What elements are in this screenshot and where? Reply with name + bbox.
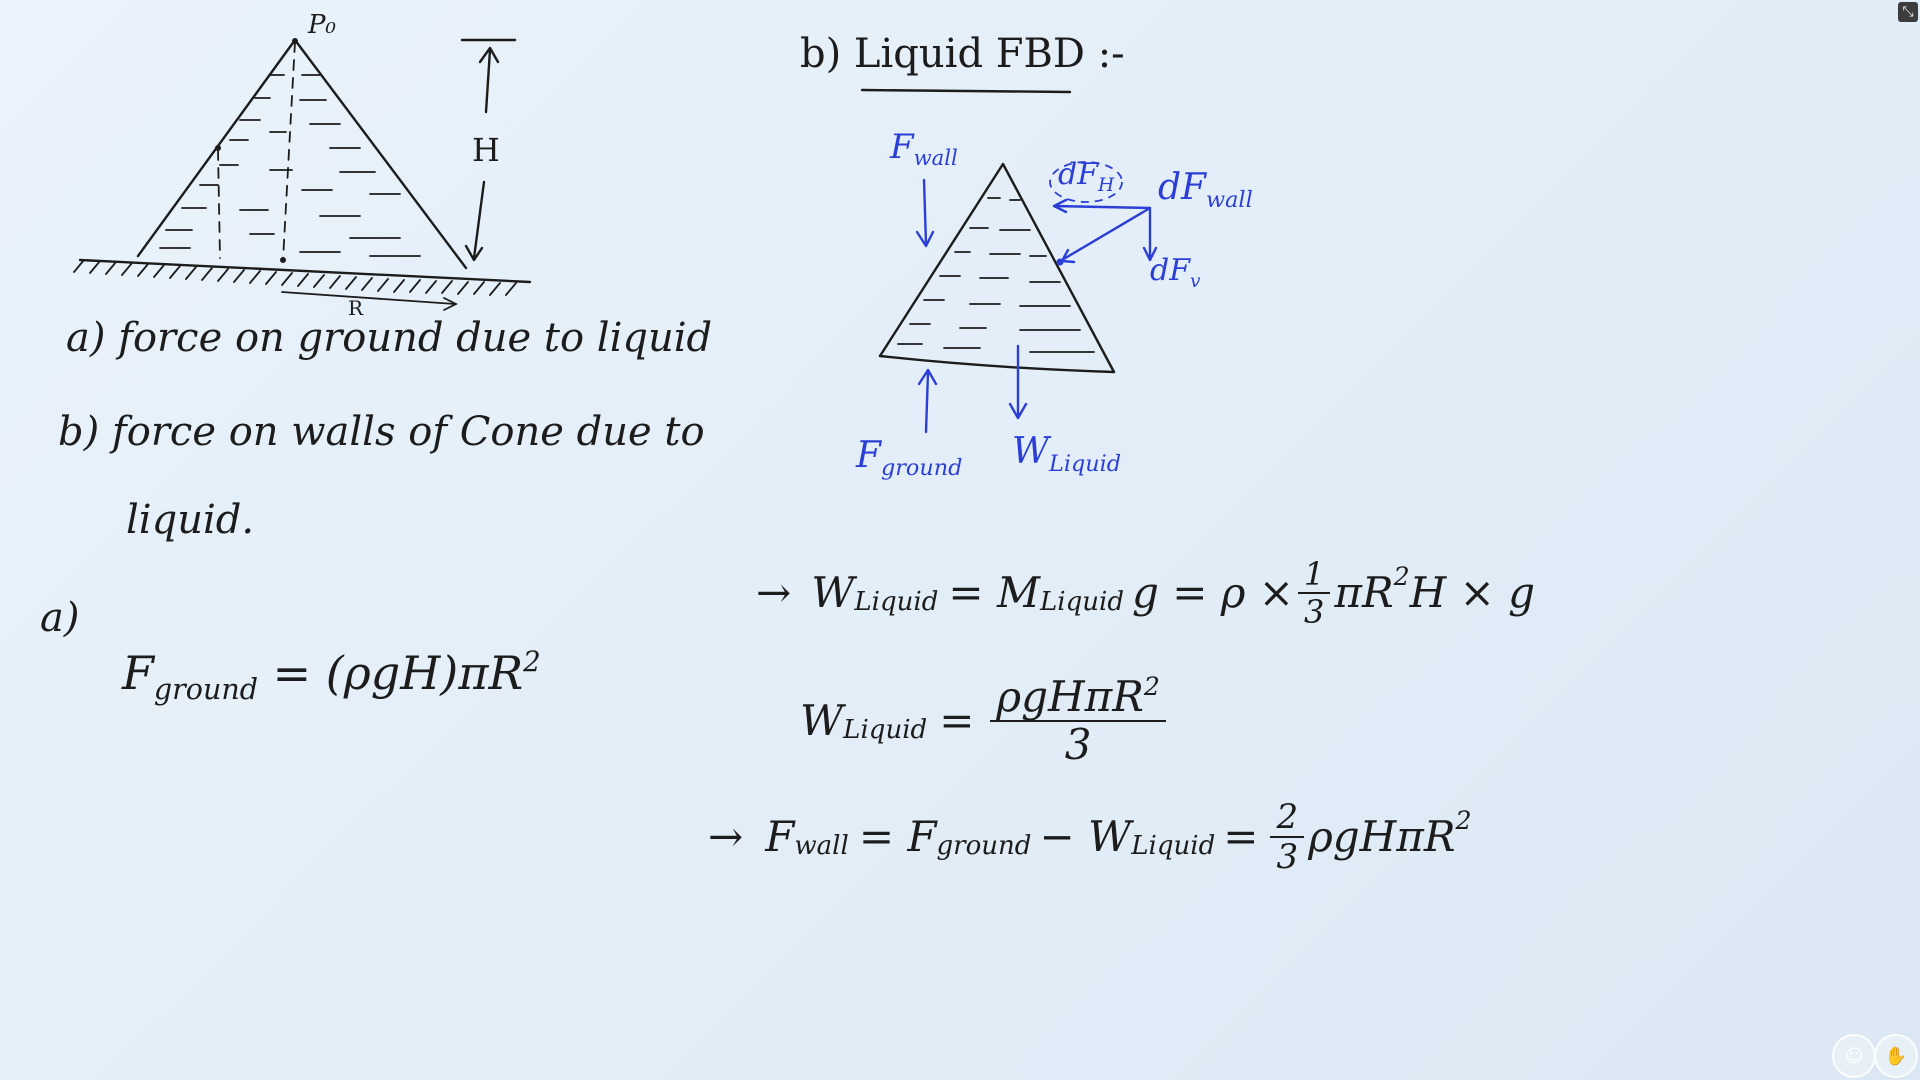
equation-wall-force: [708, 797, 1472, 877]
eq1-mid: = M: [948, 568, 1040, 617]
eq1-frac-den: 3: [1304, 593, 1325, 631]
height-label: H: [472, 131, 500, 169]
equation-weight-liquid: [756, 555, 1536, 631]
eq1-fraction: [1298, 555, 1330, 631]
question-a: a) force on ground due to liquid: [66, 315, 713, 361]
f-wall-symbol: F: [890, 127, 914, 167]
arrow-glyph: →: [708, 812, 744, 861]
fbd-f-ground-label: [856, 435, 963, 481]
eq1-w: W: [811, 568, 855, 617]
eq3-tail: ρgHπR: [1308, 812, 1456, 861]
f-ground-symbol: F: [122, 646, 154, 700]
fbd-f-ground-subscript: ground: [880, 454, 963, 481]
eq3-frac-num: 2: [1270, 800, 1304, 838]
eq3-fraction: [1270, 797, 1304, 877]
fbd-w-symbol: W: [1012, 431, 1050, 472]
question-b-line2: liquid.: [126, 497, 255, 543]
eq2-w-sub: Liquid: [843, 715, 928, 746]
eq1-m-sub: Liquid: [1039, 587, 1124, 618]
eq3-f-sub: wall: [794, 831, 849, 862]
eq3-eq: = F: [858, 812, 937, 861]
eq1-g-part: g = ρ ×: [1131, 568, 1294, 617]
fbd-dfh-label: [1058, 157, 1115, 196]
eq3-g-sub: ground: [936, 831, 1032, 862]
eq2-eq: =: [939, 696, 975, 745]
cone-diagram: [70, 20, 540, 320]
raise-hand-icon[interactable]: ✋: [1874, 1034, 1918, 1078]
dfwall-symbol: dF: [1158, 167, 1207, 208]
question-b-line1: b) force on walls of Cone due to: [58, 409, 705, 455]
f-wall-subscript: wall: [913, 145, 958, 171]
fbd-f-wall-label: [890, 127, 958, 171]
radius-label: R: [348, 296, 364, 320]
equation-weight-result: [800, 671, 1170, 769]
minimize-icon[interactable]: ⤡: [1898, 2, 1918, 22]
dfv-symbol: dF: [1150, 253, 1191, 288]
solution-a-label: a): [40, 595, 80, 641]
solution-a-exponent: 2: [523, 645, 541, 679]
dfwall-subscript: wall: [1206, 186, 1253, 213]
eq3-f: F: [765, 812, 795, 861]
apex-pressure-label: P₀: [308, 10, 336, 40]
eq1-tail2: H × g: [1409, 568, 1536, 617]
eq1-tail-sup: 2: [1393, 562, 1410, 592]
f-ground-subscript: ground: [153, 672, 258, 706]
dfh-symbol: dF: [1058, 157, 1099, 192]
eq3-eq2: =: [1223, 812, 1259, 861]
eq3-minus: − W: [1039, 812, 1132, 861]
eq3-tail-sup: 2: [1455, 806, 1472, 836]
eq2-num-text: ρgHπR: [996, 672, 1144, 721]
reaction-icon[interactable]: ☺: [1832, 1034, 1876, 1078]
arrow-glyph: →: [756, 568, 792, 617]
fbd-heading: b) Liquid FBD :-: [800, 31, 1125, 77]
eq3-l-sub: Liquid: [1131, 831, 1216, 862]
fbd-w-liquid-label: [1012, 431, 1122, 477]
fbd-dfwall-label: [1158, 167, 1253, 213]
fbd-w-subscript: Liquid: [1049, 450, 1122, 477]
eq2-w: W: [800, 696, 844, 745]
solution-a-equation: [122, 645, 541, 706]
eq1-frac-num: 1: [1298, 558, 1330, 594]
eq3-frac-den: 3: [1276, 837, 1299, 877]
eq1-w-sub: Liquid: [854, 587, 939, 618]
eq2-num-sup: 2: [1143, 671, 1160, 701]
solution-a-rhs: = (ρgH)πR: [272, 646, 524, 700]
fbd-f-ground-symbol: F: [856, 435, 881, 476]
dfh-subscript: H: [1098, 174, 1115, 196]
fbd-dfv-label: [1150, 253, 1201, 292]
dfv-subscript: v: [1190, 270, 1201, 292]
eq2-num: [990, 671, 1165, 722]
eq2-den: 3: [1064, 720, 1092, 769]
eq2-fraction: [990, 671, 1165, 769]
fbd-heading-underline: [860, 84, 1080, 96]
eq1-tail: πR: [1334, 568, 1394, 617]
